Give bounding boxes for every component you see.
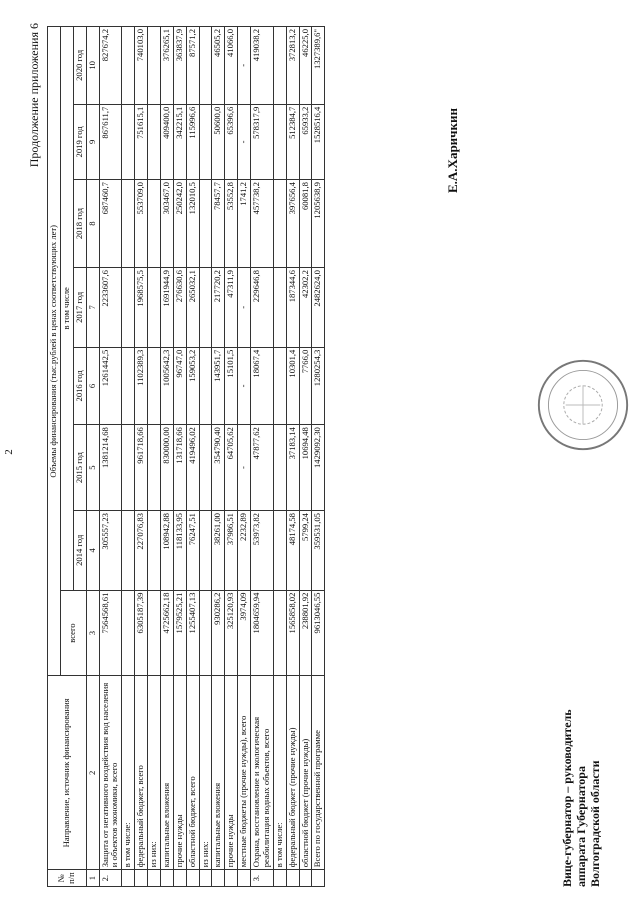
signatory-name: Е.А.Харичкин: [445, 108, 460, 193]
row-number: [122, 870, 135, 887]
value-cell: 9613046,55: [312, 590, 325, 676]
value-cell: 4725662,18: [160, 590, 173, 676]
table-row: [135, 27, 148, 887]
value-cell: 41066,0: [225, 27, 238, 105]
row-number: [212, 870, 225, 887]
value-cell: [122, 347, 135, 425]
value-cell: 1327389,6": [312, 27, 325, 105]
value-cell: 2233607,6: [99, 268, 122, 348]
value-cell: 1691944,9: [160, 268, 173, 348]
row-label: прочие нужды: [225, 676, 238, 870]
value-cell: [199, 347, 212, 425]
table-row: [286, 27, 299, 887]
value-cell: 227076,83: [135, 511, 148, 591]
column-number: 9: [86, 104, 99, 179]
value-cell: [273, 511, 286, 591]
value-cell: 143951,7: [212, 347, 225, 425]
value-cell: -: [238, 268, 251, 348]
value-cell: [273, 268, 286, 348]
row-label: из них:: [148, 676, 161, 870]
value-cell: [122, 425, 135, 511]
value-cell: 217720,2: [212, 268, 225, 348]
value-cell: 354790,40: [212, 425, 225, 511]
value-cell: [148, 347, 161, 425]
value-cell: 1804659,94: [251, 590, 274, 676]
row-label: областной бюджет, всего: [186, 676, 199, 870]
row-label: Защита от негативного воздействия вод населения и объектов экономики, всего: [99, 676, 122, 870]
value-cell: [122, 511, 135, 591]
value-cell: 376265,1: [160, 27, 173, 105]
value-cell: 1565858,02: [286, 590, 299, 676]
row-number: [312, 870, 325, 887]
value-cell: [148, 104, 161, 179]
value-cell: 1255407,13: [186, 590, 199, 676]
value-cell: -: [238, 347, 251, 425]
value-cell: 303467,0: [160, 180, 173, 268]
row-number: [238, 870, 251, 887]
value-cell: 96747,0: [173, 347, 186, 425]
value-cell: 2232,89: [238, 511, 251, 591]
value-cell: 740103,0: [135, 27, 148, 105]
value-cell: 1741,2: [238, 180, 251, 268]
row-label: федеральный бюджет, всего: [135, 676, 148, 870]
value-cell: 342215,1: [173, 104, 186, 179]
table-row: [199, 27, 212, 887]
value-cell: [199, 511, 212, 591]
value-cell: 397656,4: [286, 180, 299, 268]
value-cell: 131718,66: [173, 425, 186, 511]
value-cell: 10694,48: [299, 425, 312, 511]
page-number: 2: [2, 449, 15, 455]
continuation-label: Продолжение приложения 6: [27, 23, 41, 168]
value-cell: 409400,0: [160, 104, 173, 179]
value-cell: 751615,1: [135, 104, 148, 179]
header-volumes: Объемы финансирования (тыс.рублей в ценах соответствующих лет): [48, 27, 61, 677]
signature-line-3: Волгоградской области: [587, 760, 602, 887]
value-cell: [199, 268, 212, 348]
row-label: капитальные вложения: [212, 676, 225, 870]
table-row: [212, 27, 225, 887]
value-cell: 1579525,21: [173, 590, 186, 676]
value-cell: 305557,23: [99, 511, 122, 591]
value-cell: 3974,09: [238, 590, 251, 676]
value-cell: 187344,6: [286, 268, 299, 348]
value-cell: 265032,1: [186, 268, 199, 348]
value-cell: 359531,05: [312, 511, 325, 591]
row-label: капитальные вложения: [160, 676, 173, 870]
row-number: [286, 870, 299, 887]
value-cell: 238801,92: [299, 590, 312, 676]
value-cell: [273, 104, 286, 179]
value-cell: 1968575,5: [135, 268, 148, 348]
value-cell: 419496,02: [186, 425, 199, 511]
header-year: 2019 год: [73, 104, 86, 179]
row-label: местные бюджеты (прочие нужды), всего: [238, 676, 251, 870]
value-cell: 5799,24: [299, 511, 312, 591]
value-cell: 830000,00: [160, 425, 173, 511]
header-year: 2014 год: [73, 511, 86, 591]
value-cell: 10301,4: [286, 347, 299, 425]
value-cell: 553709,0: [135, 180, 148, 268]
value-cell: 50600,0: [212, 104, 225, 179]
value-cell: 325120,93: [225, 590, 238, 676]
value-cell: 578317,9: [251, 104, 274, 179]
value-cell: 159053,2: [186, 347, 199, 425]
value-cell: 87571,2: [186, 27, 199, 105]
row-number: 2.: [99, 870, 122, 887]
table-row: [312, 27, 325, 887]
value-cell: [199, 27, 212, 105]
value-cell: 37183,14: [286, 425, 299, 511]
value-cell: 47877,62: [251, 425, 274, 511]
value-cell: 930286,2: [212, 590, 225, 676]
value-cell: [122, 590, 135, 676]
column-number: 10: [86, 27, 99, 105]
row-label: Всего по государственной программе: [312, 676, 325, 870]
value-cell: 1005642,3: [160, 347, 173, 425]
value-cell: 363837,9: [173, 27, 186, 105]
column-number: 7: [86, 268, 99, 348]
value-cell: 1205638,9: [312, 180, 325, 268]
column-number: 3: [86, 590, 99, 676]
value-cell: -: [238, 27, 251, 105]
value-cell: 276630,6: [173, 268, 186, 348]
value-cell: 37986,51: [225, 511, 238, 591]
value-cell: 1381214,68: [99, 425, 122, 511]
value-cell: 42302,2: [299, 268, 312, 348]
value-cell: [122, 104, 135, 179]
column-number: 2: [86, 676, 99, 870]
column-number: 5: [86, 425, 99, 511]
table-row: [186, 27, 199, 887]
value-cell: 1102389,3: [135, 347, 148, 425]
row-label: областной бюджет (прочие нужды): [299, 676, 312, 870]
value-cell: [148, 590, 161, 676]
row-number: [160, 870, 173, 887]
table-row: [148, 27, 161, 887]
table-row: [273, 27, 286, 887]
value-cell: 78457,7: [212, 180, 225, 268]
value-cell: [148, 180, 161, 268]
header-year: 2016 год: [73, 347, 86, 425]
row-label: из них:: [199, 676, 212, 870]
value-cell: 53552,8: [225, 180, 238, 268]
value-cell: 7564568,61: [99, 590, 122, 676]
header-year: 2020 год: [73, 27, 86, 105]
value-cell: [273, 425, 286, 511]
row-number: [148, 870, 161, 887]
value-cell: 1280254,3: [312, 347, 325, 425]
value-cell: 6305187,39: [135, 590, 148, 676]
header-year: 2018 год: [73, 180, 86, 268]
table-row: [99, 27, 122, 887]
column-number: 4: [86, 511, 99, 591]
value-cell: 250242,0: [173, 180, 186, 268]
table-row: [160, 27, 173, 887]
column-number: 1: [86, 870, 99, 887]
row-number: [186, 870, 199, 887]
header-year: 2017 год: [73, 268, 86, 348]
value-cell: 687460,7: [99, 180, 122, 268]
value-cell: 7766,0: [299, 347, 312, 425]
value-cell: 65396,6: [225, 104, 238, 179]
row-label: Охрана, восстановление и экологическая реабилитация водных объектов, всего: [251, 676, 274, 870]
value-cell: [148, 268, 161, 348]
row-number: [225, 870, 238, 887]
value-cell: [273, 590, 286, 676]
value-cell: 1528516,4: [312, 104, 325, 179]
value-cell: -: [238, 425, 251, 511]
value-cell: 1261442,5: [99, 347, 122, 425]
value-cell: 48174,58: [286, 511, 299, 591]
value-cell: 46225,0: [299, 27, 312, 105]
value-cell: [273, 27, 286, 105]
row-label: прочие нужды: [173, 676, 186, 870]
value-cell: 132010,5: [186, 180, 199, 268]
value-cell: 76247,51: [186, 511, 199, 591]
value-cell: [148, 27, 161, 105]
value-cell: 65933,2: [299, 104, 312, 179]
column-number: 8: [86, 180, 99, 268]
official-seal-icon: [535, 357, 631, 453]
value-cell: 961718,66: [135, 425, 148, 511]
value-cell: [199, 425, 212, 511]
header-incl: в том числе: [60, 27, 73, 591]
value-cell: [199, 104, 212, 179]
header-direction: Направление, источник финансирования: [48, 676, 87, 870]
value-cell: 53973,82: [251, 511, 274, 591]
value-cell: [122, 180, 135, 268]
value-cell: 457738,2: [251, 180, 274, 268]
value-cell: [122, 268, 135, 348]
value-cell: 38261,00: [212, 511, 225, 591]
value-cell: 372813,2: [286, 27, 299, 105]
value-cell: 108942,88: [160, 511, 173, 591]
value-cell: 867611,7: [99, 104, 122, 179]
row-number: [135, 870, 148, 887]
value-cell: 46505,2: [212, 27, 225, 105]
value-cell: 827674,2: [99, 27, 122, 105]
value-cell: 1429092,30: [312, 425, 325, 511]
value-cell: [273, 347, 286, 425]
value-cell: 118133,95: [173, 511, 186, 591]
value-cell: [199, 590, 212, 676]
row-number: [299, 870, 312, 887]
value-cell: 512384,7: [286, 104, 299, 179]
signature-line-1: Вице-губернатор – руководитель: [560, 709, 574, 887]
value-cell: 47311,9: [225, 268, 238, 348]
value-cell: 18067,4: [251, 347, 274, 425]
rotated-page: [25, 23, 635, 893]
value-cell: [122, 27, 135, 105]
value-cell: 15101,5: [225, 347, 238, 425]
signature-line-2: аппарата Губернатора: [573, 766, 588, 887]
table-row: [238, 27, 251, 887]
header-year: 2015 год: [73, 425, 86, 511]
table-row: [173, 27, 186, 887]
value-cell: 419038,2: [251, 27, 274, 105]
value-cell: [273, 180, 286, 268]
header-num: № п/п: [48, 870, 87, 887]
header-total: всего: [60, 590, 86, 676]
table-row: [122, 27, 135, 887]
value-cell: [199, 180, 212, 268]
row-label: федеральный бюджет (прочие нужды): [286, 676, 299, 870]
financing-table: [47, 26, 325, 887]
table-row: [251, 27, 274, 887]
table-row: [225, 27, 238, 887]
value-cell: -: [238, 104, 251, 179]
row-number: [199, 870, 212, 887]
signature-block: [561, 709, 602, 887]
value-cell: 64705,62: [225, 425, 238, 511]
table-row: [299, 27, 312, 887]
value-cell: 2482624,0: [312, 268, 325, 348]
value-cell: 229646,8: [251, 268, 274, 348]
value-cell: [148, 425, 161, 511]
row-label: в том числе:: [122, 676, 135, 870]
value-cell: [148, 511, 161, 591]
column-number: 6: [86, 347, 99, 425]
row-number: 3.: [251, 870, 274, 887]
value-cell: 60081,8: [299, 180, 312, 268]
row-number: [273, 870, 286, 887]
row-number: [173, 870, 186, 887]
value-cell: 115996,6: [186, 104, 199, 179]
row-label: в том числе:: [273, 676, 286, 870]
